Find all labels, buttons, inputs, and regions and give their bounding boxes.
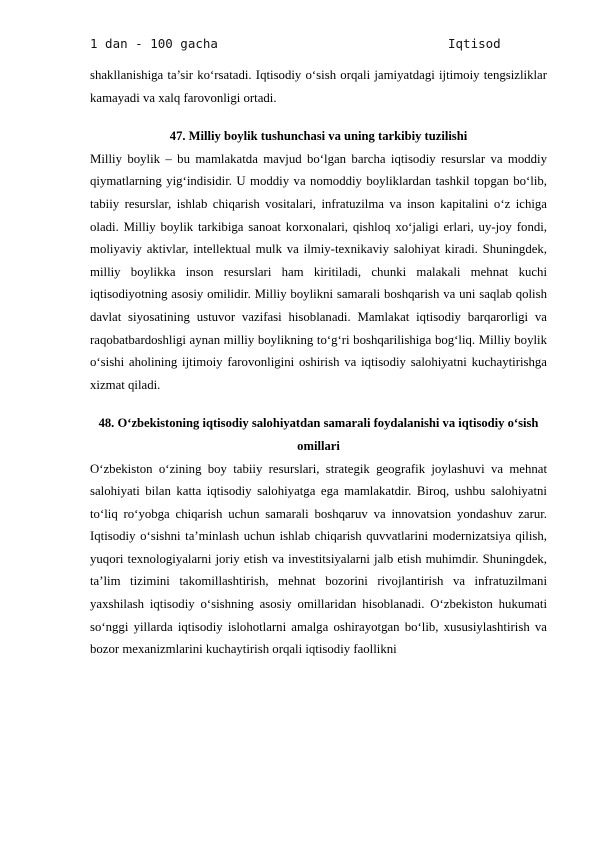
intro-paragraph: shakllanishiga ta’sir ko‘rsatadi. Iqtisodiy o‘sish orqali jamiyatdagi ijtimoiy tengsizliklar kamayadi va xalq farovonligi ortadi. [90, 68, 547, 105]
spacer [90, 109, 547, 125]
section-48-heading: 48. O‘zbekistoning iqtisodiy salohiyatdan samarali foydalanishi va iqtisodiy o‘sish omillari [98, 416, 539, 453]
section-48-paragraph: O‘zbekiston o‘zining boy tabiiy resurslari, strategik geografik joylashuvi va mehnat salohiyati bilan katta iqtisodiy salohiyatga ega mamlakatdir. Biroq, ushbu salohiyatni to‘liq ro‘yobga chiqarish uchun samarali boshqaruv va innovatsion yondashuv zarur. Iqtisodiy o‘sishni ta’minlash uchun ishlab chiqarish quvvatlarini modernizatsiya qilish, yuqori texnologiyalarni joriy etish va investitsiyalarni jalb etish muhimdir. Shuningdek, ta’lim tizimini takomillashtirish, mehnat bozorini rivojlantirish va infratuzilmani yaxshilash iqtisodiy o‘sishning asosiy omillaridan hisoblanadi. O‘zbekiston hukumati so‘nggi yillarda iqtisodiy islohotlarni amalga oshirayotgan bo‘lib, xususiylashtirish va bozor mexanizmlarini kuchaytirish orqali iqtisodiy faollikni [90, 461, 547, 657]
page-header [90, 36, 510, 56]
header-right-text: Iqtisod [448, 36, 501, 51]
header-left-text: 1 dan - 100 gacha [90, 36, 218, 51]
document-body [90, 64, 547, 661]
spacer [90, 396, 547, 412]
section-47-heading: 47. Milliy boylik tushunchasi va uning tarkibiy tuzilishi [169, 129, 468, 144]
section-47-paragraph: Milliy boylik – bu mamlakatda mavjud bo‘lgan barcha iqtisodiy resurslar va moddiy qiymatlarning yig‘indisidir. U moddiy va nomoddiy boyliklardan tashkil topgan bo‘lib, tabiiy resurslar, ishlab chiqarish vositalari, infratuzilma va inson kapitalini o‘z ichiga oladi. Milliy boylik tarkibiga sanoat korxonalari, qishloq xo‘jaligi erlari, uy-joy fondi, moliyaviy aktivlar, intellektual mulk va ilmiy-texnikaviy salohiyat kiradi. Shuningdek, milliy boylikka inson resurslari ham kiritiladi, chunki malakali mehnat kuchi iqtisodiyotning asosiy omilidir. Milliy boylikni samarali boshqarish va uni saqlab qolish davlat siyosatining ustuvor vazifasi hisoblanadi. Mamlakat iqtisodiy barqarorligi va raqobatbardoshligi aynan milliy boylikning to‘g‘ri boshqarilishiga bog‘liq. Milliy boylik o‘sishi aholining ijtimoiy farovonligini oshirish va iqtisodiy salohiyatni kuchaytirishga xizmat qiladi. [90, 151, 547, 392]
